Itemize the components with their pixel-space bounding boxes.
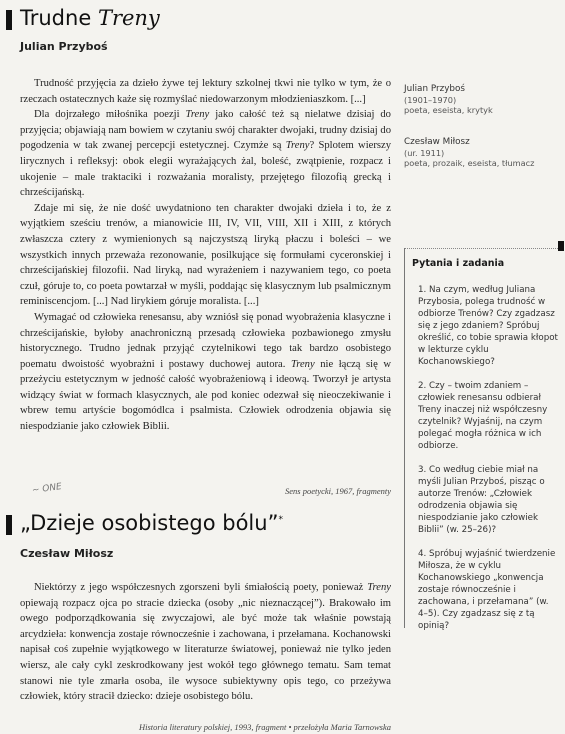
section2-author: Czesław Miłosz — [20, 547, 114, 560]
italic-title: Treny — [185, 109, 210, 121]
italic-title: Treny — [285, 140, 310, 152]
italic-title: Treny — [367, 582, 391, 593]
paragraph — [20, 76, 391, 107]
sidebar-questions — [418, 284, 558, 644]
sidebar-top-rule — [404, 248, 562, 249]
question-item: 4. Spróbuj wyjaśnić twierdzenie Miłosza, że w cyklu Kochanowskiego „konwencja zostaje równocześnie i zachowana, i przełamana” (w. 4–5). Czy zgadzasz się z tą opinią? — [418, 549, 556, 631]
paragraph — [20, 107, 391, 201]
handwritten-note: ~ ONE — [31, 481, 63, 497]
section1-author: Julian Przyboś — [20, 40, 108, 53]
section2-body — [20, 580, 391, 705]
text-run: ? Splotem wierszy lirycznych i refleksyj: obok elegii wyrażających żal, boleść, zwątpienie, rozpacz i ukojenie – male traktaciki i rozważania moralisty, przejętego filozofią grecką i chrześcijańską. — [20, 140, 391, 199]
section2-source: Historia literatury polskiej, 1993, fragment • przełożyła Maria Tarnowska — [139, 722, 391, 732]
section-marker-bar — [6, 10, 12, 30]
bio-milosz: Czesław Miłosz (ur. 1911) poeta, prozaik, eseista, tłumacz — [404, 137, 535, 168]
question-item: 1. Na czym, według Juliana Przybosia, polega trudność w odbiorze Trenów? Czy zgadzasz się z jego zdaniem? Spróbuj określić, co tobie sprawia kłopot w lekturze cyklu Kochanowskiego? — [418, 285, 558, 367]
section-marker-bar — [6, 515, 12, 535]
sidebar-marker — [558, 241, 564, 251]
question-item: 2. Czy – twoim zdaniem – człowiek renesansu odbierał Treny inaczej niż współczesny czytelnik? Wyjaśnij, na czym polegać mogła różnica w ich odbiorze. — [418, 381, 548, 451]
italic-title: Treny — [290, 358, 315, 370]
question-item: 3. Co według ciebie miał na myśli Julian Przyboś, pisząc o autorze Trenów: „Człowiek odrodzenia objawia się niespodzianie jako człowiek Biblii” (w. 25–26)? — [418, 465, 545, 535]
section1-body — [20, 76, 391, 435]
text-run: nie łączą się w przeżyciu estetycznym w jedność całość wyobrażeniową i ideową. Tworzył je artysta widzący świat w formach klasycznych, ale pod koniec odezwał się nieoczekiwanie i wbrew temu artyście bogomódlca i psalmista. Człowiek odrodzenia objawia się niespodzianie jako człowiek Biblii. — [20, 358, 391, 433]
text-run: Zdaje mi się, że nie dość uwydatniono ten charakter dwojaki dzieła i to, że z wyjątkiem sześciu trenów, a mianowicie III, IV, VII, VIII, XII i XIII, z których zwłaszcza cztery z wymienionych są najczystszą liryką płaczu i boleści – we wszystkich innych przeważa rezonowanie, posilkujące się formułami cyceronskiej i chrześcijańskiej filozofii. Nad liryką, nad wyrażeniem i nazywaniem tego, co poeta czuł, góruje to, co poeta powtarzał w myśli, poddając się klasycznym lub psalmicznym reminiscencjom. [...] Nad lirykiem góruje moralista. [...] — [20, 202, 391, 308]
section1-source: Sens poetycki, 1967, fragmenty — [285, 486, 391, 496]
paragraph — [20, 580, 391, 705]
paragraph — [20, 310, 391, 435]
sidebar-left-rule — [404, 248, 405, 628]
text-run: Niektórzy z jego współczesnych zgorszeni byli śmiałością poety, ponieważ — [34, 582, 368, 593]
section2-title: „Dzieje osobistego bólu”* — [20, 511, 283, 535]
section1-title: Trudne Treny — [20, 6, 160, 30]
text-run: Trudność przyjęcia za dzieło żywe tej lektury szkolnej tkwi nie tylko w tym, że o rzeczach ostatecznych każe się rozmyślać niedowarzonym młodzieniaszkom. [...] — [20, 78, 391, 105]
bio-przybos: Julian Przyboś (1901–1970) poeta, eseista, krytyk — [404, 84, 493, 115]
text-run: Dla dojrzałego miłośnika poezji — [34, 109, 186, 121]
paragraph — [20, 201, 391, 310]
text-run: jako całość też są nielatwe dzisiaj do przyjęcia; objawiają nam bowiem w czytaniu swój charakter dwojaki, trudny dzisiaj do pogodzenia w tak zwanej percepcji estetycznej. Czymże są — [20, 109, 391, 152]
sidebar-title: Pytania i zadania — [412, 258, 505, 269]
text-run: Wymagać od człowieka renesansu, aby wzniósł się ponad wyobrażenia klasyczne i chrześcijańskie, byłoby anachroniczną przesadą człowieka pozbawionego zmysłu historycznego. Trudno jednak przyjąć czytelnikowi tego tak bardzo osobistego poematu dwoistość wyobrażni i postawy duchowej autora. — [20, 311, 391, 370]
text-run: opiewają rozpacz ojca po stracie dziecka (osoby „nic nieznaczącej”). Brakowało im owego podporządkowania się zwyczajowi, ale być może tak właśnie powstają arcydzieła: konwencja zostaje równocześnie i zachowana, i przełamana. Kochanowski napisał coś zupełnie wyjątkowego w literaturze światowej, ponieważ nie tylko jeden wiersz, ale cały cykl zeskrodkowany jest wokół tego głównego tematu. Sam temat stanowi nie tyle zmarła osoba, ile wysoce subiektywny opis tego, co przeżywa człowiek, który stracił dziecko: dzieje osobistego bólu. — [20, 597, 391, 703]
